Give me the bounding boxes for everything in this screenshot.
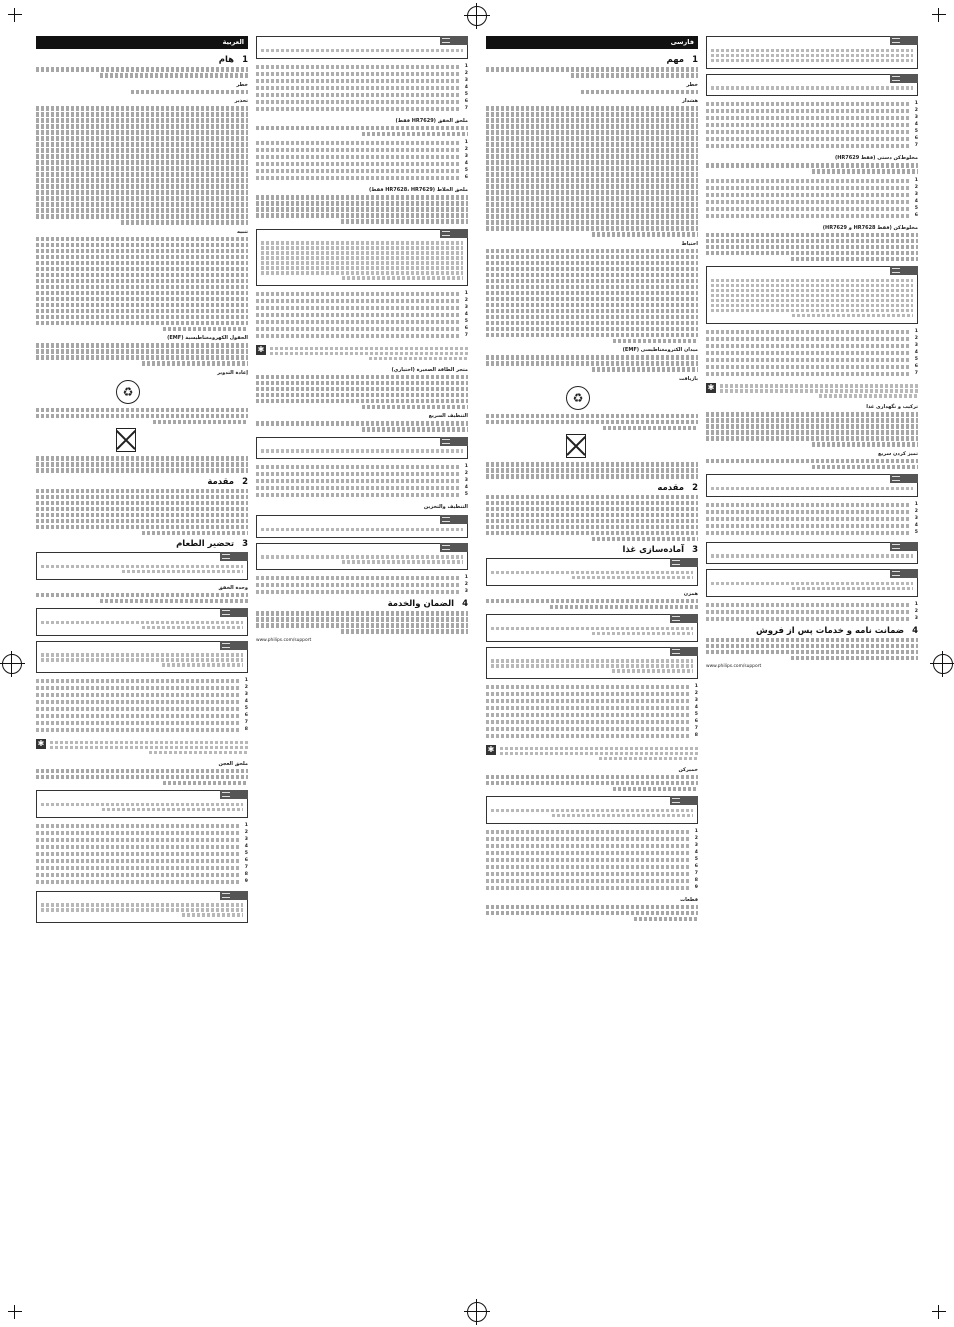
subheading: التنظيف والتخزين <box>423 504 468 510</box>
note-tag <box>440 36 468 45</box>
registration-mark-right <box>933 654 953 674</box>
note-box <box>36 608 248 636</box>
support-url[interactable]: www.philips.com/support <box>706 664 762 669</box>
note-box <box>36 641 248 674</box>
note-tag <box>670 614 698 623</box>
note-tag <box>220 641 248 650</box>
body-text <box>36 408 248 425</box>
recycle-icon: ♻ <box>566 386 590 410</box>
step-list: 1 2 3 4 5 6 7 <box>256 291 468 339</box>
body-text <box>256 611 468 634</box>
section-title: 4الضمان والخدمة <box>387 599 468 609</box>
step-list: 1 2 3 4 5 6 7 8 9 <box>486 829 698 891</box>
body-text <box>706 233 918 262</box>
body-text <box>486 775 698 792</box>
note-box <box>36 790 248 818</box>
body-text <box>486 905 698 922</box>
section-title: 3آماده‌سازی غذا <box>622 545 698 555</box>
language-bar: فارسی <box>486 36 698 49</box>
step-list: 1 2 3 <box>256 575 468 595</box>
note-tag <box>440 515 468 524</box>
body-text <box>256 375 468 410</box>
crop-mark-top-right <box>932 8 946 22</box>
note-tag <box>890 569 918 578</box>
step-list: 1 2 3 4 5 6 <box>706 178 918 219</box>
body-text <box>36 106 248 225</box>
arabic-column-a <box>36 36 248 928</box>
step-list: 1 2 3 4 5 6 7 <box>256 64 468 112</box>
language-bar: العربية <box>36 36 248 49</box>
section-title: 2مقدمه <box>657 482 698 493</box>
body-text <box>486 355 698 372</box>
subheading: ملحق العجن <box>218 760 248 767</box>
registration-mark-bottom <box>467 1302 487 1322</box>
section-title: 2مقدمة <box>207 476 248 487</box>
subheading: تمیز کردن سریع <box>877 450 918 457</box>
tip-box <box>256 345 468 362</box>
step-list: 1 2 3 4 5 6 7 8 <box>36 678 248 733</box>
note-box <box>706 542 918 565</box>
section-title: 3تحضير الطعام <box>176 539 248 549</box>
body-text <box>486 462 698 479</box>
body-text <box>486 106 698 237</box>
body-text <box>36 456 248 473</box>
note-box <box>486 796 698 824</box>
body-text <box>256 195 468 224</box>
subheading: احتیاط <box>681 240 698 247</box>
subheading: ملحق الخفق (HR7629 فقط) <box>395 117 468 124</box>
body-text <box>36 237 248 332</box>
crop-mark-bottom-left <box>8 1305 22 1319</box>
body-text <box>486 495 698 542</box>
step-list: 1 2 3 4 5 6 7 8 <box>486 684 698 739</box>
subheading: إعادة التدوير <box>217 369 248 376</box>
section-title: 1مهم <box>666 55 698 65</box>
note-box <box>706 266 918 324</box>
crossed-bin-icon <box>116 428 136 452</box>
body-text <box>486 414 698 431</box>
body-text <box>486 90 698 95</box>
note-tag <box>890 74 918 83</box>
note-tag <box>890 266 918 275</box>
subheading: ملحق الخلاط (HR7628، HR7629 فقط) <box>368 187 468 193</box>
note-tag <box>220 552 248 561</box>
snowflake-icon: ✱ <box>487 745 495 754</box>
note-tag <box>220 608 248 617</box>
subheading: الحقول الكهرومغناطيسية (EMF) <box>167 335 248 341</box>
note-tag <box>220 891 248 900</box>
body-text <box>706 638 918 661</box>
step-list: 1 2 3 4 5 6 7 8 9 <box>36 823 248 885</box>
step-list: 1 2 3 4 5 <box>256 464 468 498</box>
note-box <box>36 891 248 924</box>
tip-box <box>36 739 248 756</box>
subheading: همزن <box>683 590 698 597</box>
subheading: مخلوط‌کن (فقط HR7628 و HR7629) <box>822 224 918 231</box>
body-text <box>706 459 918 470</box>
snowflake-icon: ✱ <box>257 345 265 354</box>
note-box <box>256 515 468 538</box>
body-text <box>36 90 248 95</box>
body-text <box>36 769 248 786</box>
note-tag <box>890 542 918 551</box>
crop-mark-top-left <box>8 8 22 22</box>
section-title: 4ضمانت نامه و خدمات پس از فروش <box>756 625 918 636</box>
farsi-column-a <box>486 36 698 925</box>
step-list: 1 2 3 4 5 6 <box>256 140 468 181</box>
crop-mark-bottom-right <box>932 1305 946 1319</box>
subheading: میدان الکترومغناطیسی (EMF) <box>622 347 698 353</box>
body-text <box>486 67 698 78</box>
body-text <box>256 126 468 137</box>
subheading: مخلوط‌کن دستی (فقط HR7629) <box>834 155 918 161</box>
subheading: خطر <box>236 81 248 88</box>
subheading: تحذير <box>234 98 248 104</box>
body-text <box>36 67 248 78</box>
crossed-bin-icon <box>566 434 586 458</box>
note-box <box>486 647 698 680</box>
subheading: هشدار <box>681 98 698 104</box>
registration-mark-left <box>2 654 22 674</box>
subheading: متجر الطاقة الصغيرة (اختياري) <box>391 366 468 373</box>
section-title: 1هام <box>218 55 248 65</box>
subheading: تنبيه <box>236 228 248 235</box>
note-box <box>256 543 468 571</box>
step-list: 1 2 3 4 5 6 7 <box>706 329 918 377</box>
step-list: 1 2 3 <box>706 602 918 622</box>
note-box <box>256 229 468 287</box>
body-text <box>36 593 248 604</box>
note-box <box>36 552 248 580</box>
note-box <box>706 569 918 597</box>
note-tag <box>890 474 918 483</box>
snowflake-icon: ✱ <box>707 382 715 392</box>
arabic-column-b <box>256 36 468 644</box>
note-tag <box>220 790 248 799</box>
note-tag <box>440 229 468 238</box>
body-text <box>706 163 918 174</box>
body-text <box>256 421 468 432</box>
snowflake-icon: ✱ <box>37 739 45 748</box>
subheading: وحدة الخفق <box>218 584 248 591</box>
body-text <box>36 343 248 366</box>
subheading: قطعات <box>680 896 698 903</box>
note-tag <box>440 437 468 446</box>
note-box <box>706 74 918 97</box>
subheading: التنظيف السريع <box>428 413 468 419</box>
note-box <box>706 474 918 497</box>
note-tag <box>890 36 918 45</box>
body-text <box>486 249 698 344</box>
note-tag <box>670 647 698 656</box>
note-box <box>486 558 698 586</box>
subheading: خمیرکن <box>678 766 698 773</box>
step-list: 1 2 3 4 5 <box>706 502 918 536</box>
recycle-icon: ♻ <box>116 380 140 404</box>
body-text <box>486 599 698 610</box>
note-box <box>256 437 468 460</box>
subheading: بازیافت <box>679 375 698 382</box>
step-list: 1 2 3 4 5 6 7 <box>706 101 918 149</box>
note-tag <box>440 543 468 552</box>
note-box <box>706 36 918 69</box>
registration-mark-top <box>467 6 487 26</box>
body-text <box>706 412 918 447</box>
note-tag <box>670 558 698 567</box>
subheading: ترکیب و نگهداری غذا <box>866 404 918 410</box>
note-box <box>486 614 698 642</box>
subheading: خطر <box>686 81 698 88</box>
note-tag <box>670 796 698 805</box>
support-url[interactable]: www.philips.com/support <box>256 637 312 643</box>
body-text <box>36 489 248 536</box>
note-box <box>256 36 468 59</box>
tip-box <box>706 383 918 400</box>
tip-box <box>486 745 698 762</box>
farsi-column-b <box>706 36 918 670</box>
